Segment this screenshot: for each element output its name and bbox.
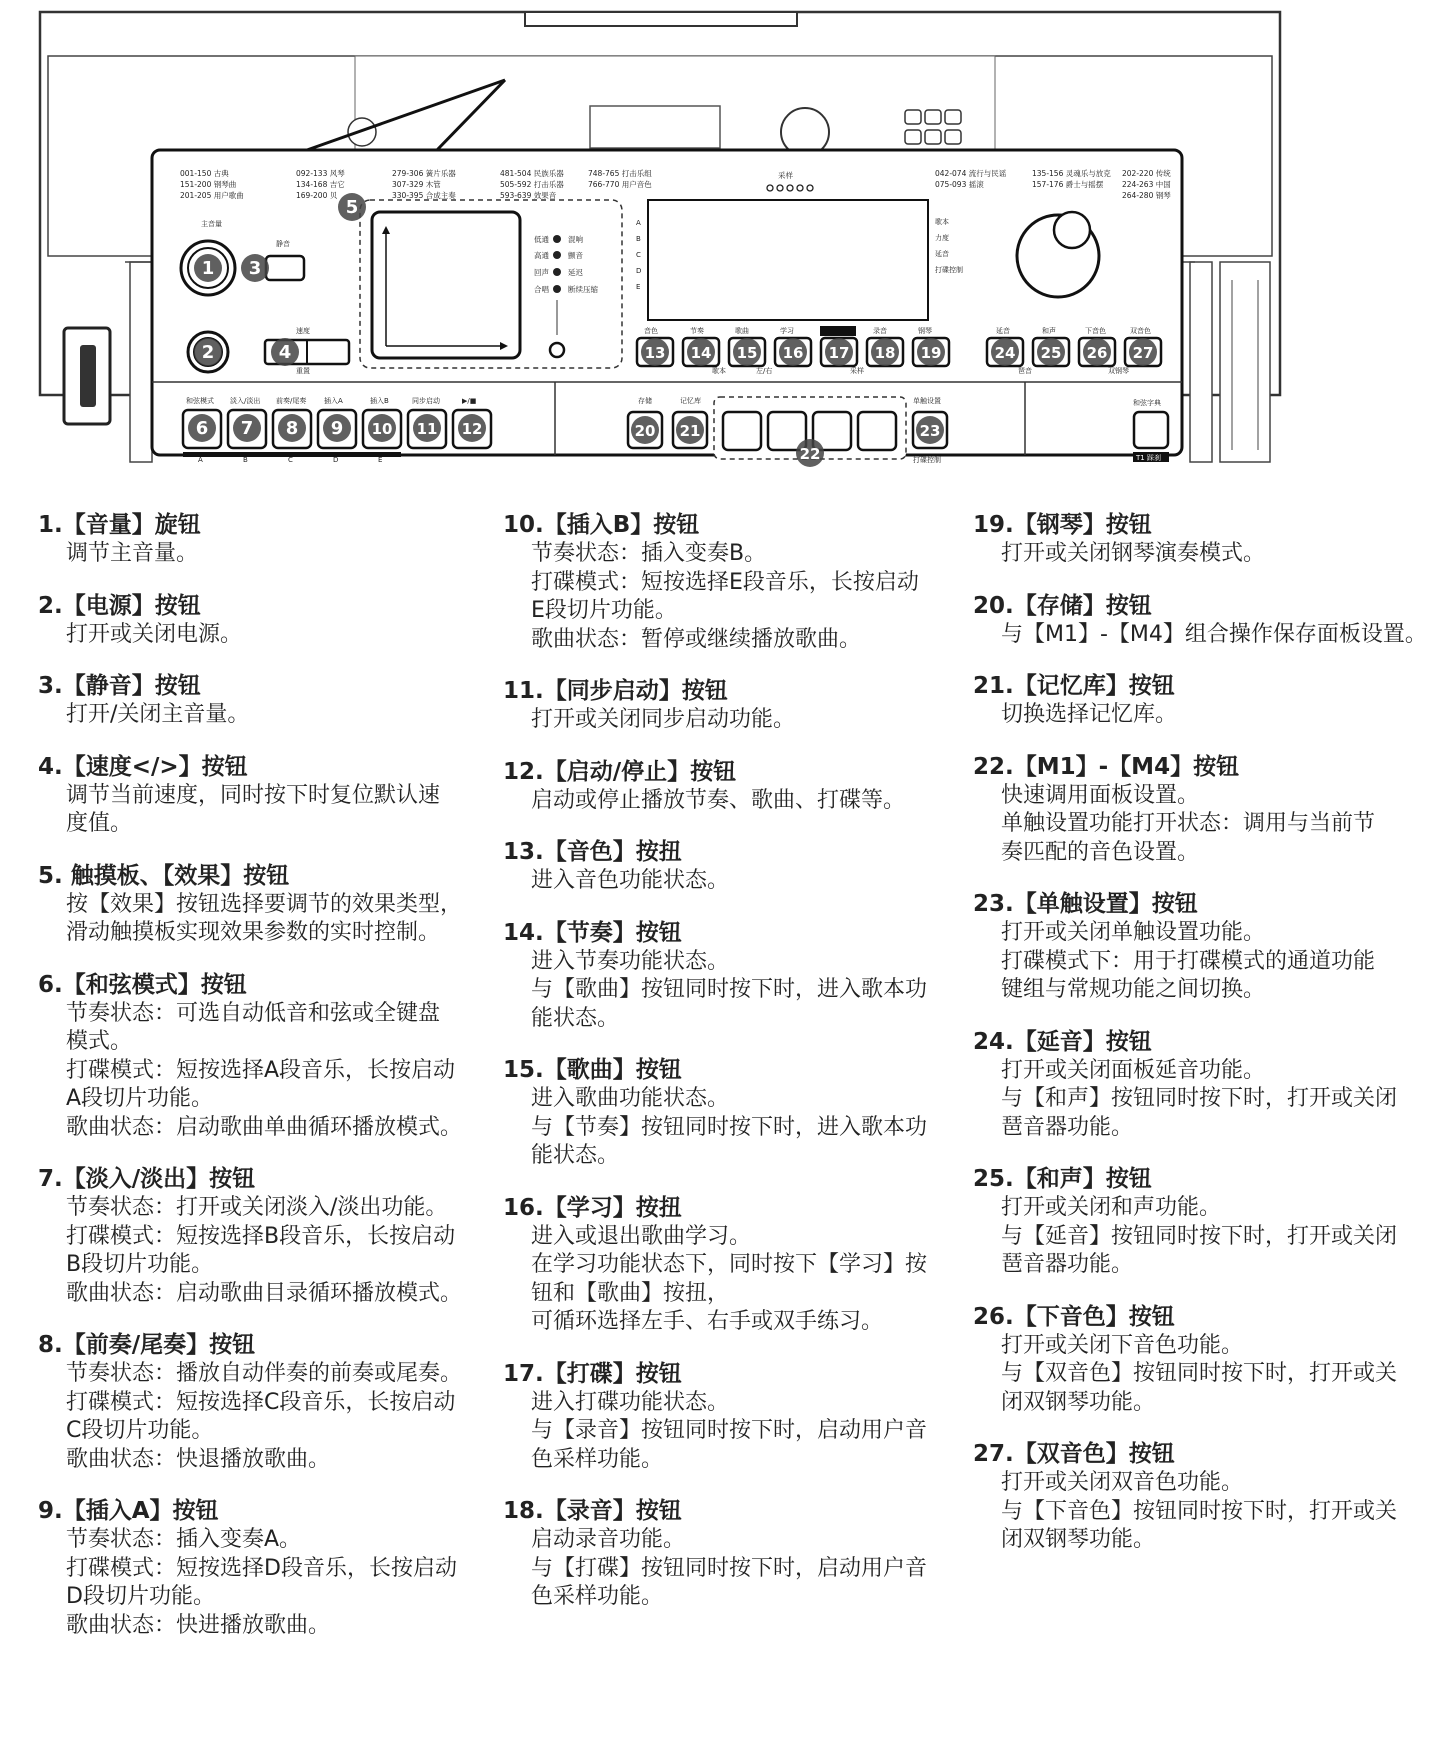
item-text: 打碟模式：短按选择A段音乐，长按启动	[66, 1057, 456, 1083]
button-label: 节奏	[690, 327, 704, 335]
callout-number: 17	[828, 344, 850, 362]
item-title: 5. 触摸板、【效果】按钮	[38, 862, 290, 889]
style-range: 202-220 传统	[1122, 169, 1171, 178]
style-range: 135-156 灵魂乐与放克	[1032, 169, 1111, 178]
m4-button[interactable]	[858, 412, 896, 450]
description-item	[38, 1330, 478, 1474]
item-title: 6.【和弦模式】按钮	[38, 971, 247, 998]
callout-number: 23	[919, 422, 941, 440]
callout-number: 3	[248, 258, 262, 279]
button-label: 单触设置	[913, 397, 941, 405]
item-text: 与【和声】按钮同时按下时，打开或关闭	[1001, 1086, 1398, 1111]
item-text: 模式。	[66, 1029, 133, 1054]
style-range: 224-263 中国	[1122, 180, 1171, 189]
item-title: 1.【音量】旋钮	[38, 512, 201, 538]
callout-number: 25	[1040, 344, 1062, 362]
callout-number: 14	[690, 344, 712, 362]
description-item	[503, 1055, 953, 1171]
description-item	[38, 1496, 478, 1640]
description-item	[503, 918, 953, 1034]
item-text: 进入节奏功能状态。	[531, 948, 730, 974]
t1-label: T1 踩刹	[1136, 454, 1161, 462]
m1-button[interactable]	[723, 412, 761, 450]
item-text: 与【录音】按钮同时按下时，启动用户音	[531, 1418, 928, 1443]
item-text: 打开或关闭下音色功能。	[1001, 1332, 1244, 1358]
item-title: 2.【电源】按钮	[38, 592, 201, 619]
item-text: 可循环选择左手、右手或双手练习。	[531, 1309, 884, 1334]
item-title: 14.【节奏】按钮	[503, 919, 682, 946]
button-sublabel: 采样	[850, 367, 864, 375]
callout-number: 9	[330, 418, 344, 439]
button-sublabel: 打碟控制	[913, 456, 941, 464]
description-item	[973, 1439, 1443, 1555]
item-text: 快速调用面板设置。	[1001, 782, 1200, 808]
item-text: 进入打碟功能状态。	[531, 1389, 730, 1415]
item-title: 20.【存储】按钮	[973, 592, 1152, 619]
effect-button[interactable]	[550, 343, 564, 357]
item-text: A段切片功能。	[66, 1086, 214, 1111]
item-text: 打碟模式：短按选择C段音乐，长按启动	[66, 1389, 456, 1415]
callout-number: 6	[195, 418, 209, 439]
item-text: 能状态。	[531, 1005, 620, 1031]
item-text: 歌曲状态：快退播放歌曲。	[66, 1446, 331, 1472]
item-text: 打碟模式下：用于打碟模式的通道功能	[1001, 948, 1376, 974]
item-text: C段切片功能。	[66, 1418, 214, 1443]
item-text: 节奏状态：播放自动伴奏的前奏或尾奏。	[66, 1361, 463, 1386]
item-text: 打开或关闭电源。	[66, 621, 243, 647]
tempo-label: 速度	[296, 327, 310, 335]
button-label: 存储	[638, 397, 652, 405]
item-text: 打开或关闭钢琴演奏模式。	[1001, 541, 1266, 566]
description-item	[38, 970, 478, 1143]
voice-range: 169-200 贝	[296, 191, 338, 200]
item-text: 与【节奏】按钮同时按下时，进入歌本功	[531, 1114, 928, 1140]
effect-label: 低通	[534, 235, 549, 244]
item-text: 打开或关闭同步启动功能。	[531, 707, 796, 732]
item-text: 键组与常规功能之间切换。	[1001, 977, 1266, 1002]
item-text: 琶音器功能。	[1001, 1252, 1134, 1277]
voice-range: 505-592 打击乐器	[500, 180, 564, 189]
section-letter: D	[333, 456, 339, 464]
item-text: 进入歌曲功能状态。	[531, 1086, 730, 1111]
item-text: 闭双钢琴功能。	[1001, 1527, 1156, 1552]
item-text: 打开或关闭面板延音功能。	[1001, 1057, 1266, 1083]
item-text: 启动或停止播放节奏、歌曲、打碟等。	[531, 787, 906, 813]
description-item	[38, 752, 478, 839]
description-item	[38, 1164, 478, 1308]
callout-number: 21	[679, 422, 701, 440]
item-text: 歌曲状态：启动歌曲目录循环播放模式。	[66, 1280, 463, 1306]
button-label: 延音	[996, 327, 1010, 335]
callout-number: 1	[201, 258, 215, 279]
style-range: 042-074 流行与民谣	[935, 169, 1007, 178]
description-item	[503, 510, 953, 654]
callout-number: 7	[240, 418, 254, 439]
item-title: 22.【M1】-【M4】按钮	[973, 753, 1240, 780]
mute-label: 静音	[276, 240, 290, 248]
style-range: 157-176 爵士与摇摆	[1032, 180, 1104, 189]
button-label: 钢琴	[918, 327, 932, 335]
voice-range: 201-205 用户歌曲	[180, 191, 244, 200]
item-text: 度值。	[66, 811, 133, 836]
button-label: 和弦模式	[186, 397, 214, 405]
voice-range: 748-765 打击乐组	[588, 169, 652, 178]
callout-number: 8	[285, 418, 299, 439]
keyboard-panel-diagram	[0, 0, 1451, 490]
item-text: 单触设置功能打开状态：调用与当前节	[1001, 811, 1376, 836]
item-text: 钮和【歌曲】按扭，	[531, 1280, 730, 1306]
mute-button[interactable]	[266, 256, 304, 280]
item-text: 色采样功能。	[531, 1584, 664, 1609]
description-item	[38, 591, 478, 650]
item-text: B段切片功能。	[66, 1252, 214, 1277]
button-label: 下音色	[1085, 327, 1106, 335]
item-title: 23.【单触设置】按钮	[973, 891, 1198, 917]
voice-range: 481-504 民族乐器	[500, 169, 564, 178]
item-title: 8.【前奏/尾奏】按钮	[38, 1332, 256, 1358]
item-title: 11.【同步启动】按钮	[503, 678, 728, 704]
callout-number: 10	[371, 420, 393, 438]
button-label: 学习	[780, 327, 794, 335]
item-text: 琶音器功能。	[1001, 1114, 1134, 1140]
item-title: 10.【插入B】按钮	[503, 512, 700, 538]
button-sublabel: 左/右	[756, 367, 773, 375]
item-text: 歌曲状态：快进播放歌曲。	[66, 1612, 331, 1638]
button-label: 前奏/尾奏	[276, 397, 307, 405]
display-letter: B	[636, 235, 641, 243]
button-label: 记忆库	[680, 397, 701, 405]
callout-number: 2	[201, 342, 215, 363]
voice-range: 001-150 古典	[180, 169, 229, 178]
callout-number: 15	[736, 344, 758, 362]
column-3	[973, 510, 1443, 1577]
item-title: 7.【淡入/淡出】按钮	[38, 1166, 256, 1192]
touchpad[interactable]	[372, 212, 520, 358]
master-volume-label: 主音量	[201, 220, 222, 228]
item-title: 12.【启动/停止】按钮	[503, 758, 737, 785]
item-text: 进入或退出歌曲学习。	[531, 1223, 752, 1249]
description-item	[503, 1359, 953, 1475]
item-text: 打开或关闭和声功能。	[1001, 1195, 1222, 1220]
item-text: 与【打碟】按钮同时按下时，启动用户音	[531, 1555, 928, 1581]
item-text: E段切片功能。	[531, 598, 677, 623]
description-item	[973, 671, 1443, 730]
display-letter: E	[636, 283, 641, 291]
button-sublabel: 双钢琴	[1108, 367, 1129, 375]
item-title: 3.【静音】按钮	[38, 673, 201, 699]
callout-number: 12	[461, 420, 483, 438]
display-side-label: 歌本	[935, 218, 949, 226]
effect-label: 高通	[534, 251, 549, 260]
button-sublabel: 琶音	[1018, 367, 1032, 375]
item-text: 与【延音】按钮同时按下时，打开或关闭	[1001, 1223, 1398, 1249]
sampling-label: 采样	[778, 171, 793, 180]
voice-range: 330-395 合成主奏	[392, 191, 456, 200]
callout-number: 20	[634, 422, 656, 440]
section-letter: E	[378, 456, 383, 464]
item-text: 进入音色功能状态。	[531, 868, 730, 893]
display-side-label: 力度	[935, 234, 949, 242]
effect-label: 延迟	[568, 268, 583, 277]
description-item	[38, 510, 478, 569]
effect-label: 回声	[534, 268, 549, 277]
effect-label: 颤音	[568, 251, 583, 260]
item-text: 打开/关闭主音量。	[66, 702, 250, 727]
description-item	[973, 889, 1443, 1005]
item-title: 18.【录音】按钮	[503, 1498, 682, 1524]
button-label: 录音	[873, 327, 887, 335]
callout-number: 27	[1132, 344, 1154, 362]
reset-label: 重置	[296, 367, 310, 375]
callout-number: 16	[782, 344, 804, 362]
display-side-label: 延音	[935, 250, 949, 258]
item-text: 节奏状态：插入变奏B。	[531, 541, 767, 566]
callout-number: 11	[416, 420, 438, 438]
item-text: 滑动触摸板实现效果参数的实时控制。	[66, 920, 441, 945]
description-item	[503, 676, 953, 735]
voice-range: 092-133 风琴	[296, 169, 345, 178]
callout-number: 19	[920, 344, 942, 362]
description-item	[973, 1302, 1443, 1418]
item-title: 19.【钢琴】按钮	[973, 512, 1152, 538]
item-text: 色采样功能。	[531, 1446, 664, 1472]
item-text: 闭双钢琴功能。	[1001, 1389, 1156, 1415]
item-text: 节奏状态：插入变奏A。	[66, 1527, 302, 1552]
item-text: 奏匹配的音色设置。	[1001, 839, 1200, 865]
description-item	[38, 671, 478, 730]
button-label: ▶/■	[462, 397, 477, 405]
column-1	[38, 510, 478, 1662]
description-item	[503, 1496, 953, 1612]
display-letter: D	[636, 267, 642, 275]
item-text: 歌曲状态：启动歌曲单曲循环播放模式。	[66, 1114, 463, 1140]
style-range: 075-093 摇滚	[935, 180, 984, 189]
button-label: 和声	[1042, 327, 1056, 335]
callout-number: 13	[644, 344, 666, 362]
display-letter: C	[636, 251, 641, 259]
style-range: 264-280 钢琴	[1122, 191, 1171, 200]
item-text: 打碟模式：短按选择D段音乐，长按启动	[66, 1555, 457, 1581]
callout-number: 24	[994, 344, 1016, 362]
description-item	[973, 752, 1443, 868]
voice-range: 593-639 效果音	[500, 191, 557, 200]
lcd-display	[648, 200, 928, 320]
item-text: 歌曲状态：暂停或继续播放歌曲。	[531, 626, 862, 652]
item-title: 21.【记忆库】按钮	[973, 673, 1175, 699]
item-title: 16.【学习】按扭	[503, 1194, 682, 1221]
description-item	[973, 1164, 1443, 1280]
voice-range: 307-329 木管	[392, 180, 441, 189]
button-label: 双音色	[1130, 327, 1151, 335]
item-text: 打碟模式：短按选择E段音乐，长按启动	[531, 569, 919, 595]
item-title: 15.【歌曲】按钮	[503, 1057, 682, 1083]
button-label: 和弦字典	[1133, 399, 1161, 407]
item-title: 13.【音色】按扭	[503, 839, 682, 865]
item-text: 与【下音色】按钮同时按下时，打开或关	[1001, 1498, 1398, 1524]
description-item	[503, 757, 953, 816]
callout-number: 18	[874, 344, 896, 362]
item-text: 在学习功能状态下，同时按下【学习】按	[531, 1252, 928, 1277]
button-label: 插入A	[324, 397, 343, 405]
section-letter: C	[288, 456, 293, 464]
item-title: 24.【延音】按钮	[973, 1028, 1152, 1055]
item-title: 26.【下音色】按钮	[973, 1303, 1175, 1330]
description-item	[38, 861, 478, 948]
item-title: 4.【速度</>】按钮	[38, 753, 248, 780]
button-label: 歌曲	[735, 327, 749, 335]
effect-label: 合唱	[534, 285, 549, 294]
item-text: 与【双音色】按钮同时按下时，打开或关	[1001, 1361, 1398, 1386]
item-title: 27.【双音色】按钮	[973, 1441, 1175, 1467]
item-text: 启动录音功能。	[531, 1527, 686, 1552]
voice-range: 134-168 吉它	[296, 180, 345, 189]
description-item	[973, 1027, 1443, 1143]
button-label: 插入B	[370, 397, 389, 405]
display-letter: A	[636, 219, 641, 227]
section-letter: A	[198, 456, 203, 464]
description-item	[973, 510, 1443, 569]
callout-number: 26	[1086, 344, 1108, 362]
effect-label: 混响	[568, 235, 583, 244]
item-text: 打开或关闭单触设置功能。	[1001, 920, 1266, 945]
display-side-label: 打碟控制	[935, 266, 963, 274]
column-2	[503, 510, 953, 1634]
voice-range: 766-770 用户音色	[588, 180, 652, 189]
voice-range: 279-306 簧片乐器	[392, 169, 456, 178]
effect-label: 断续压缩	[568, 285, 598, 294]
description-item	[973, 591, 1443, 650]
callout-number: 5	[345, 197, 359, 218]
item-text: 与【M1】-【M4】组合操作保存面板设置。	[1001, 621, 1427, 647]
item-text: 打开或关闭双音色功能。	[1001, 1470, 1244, 1495]
button-sublabel: 歌本	[712, 367, 726, 375]
item-text: 节奏状态：可选自动低音和弦或全键盘	[66, 1000, 441, 1026]
item-title: 9.【插入A】按钮	[38, 1498, 219, 1524]
item-text: 节奏状态：打开或关闭淡入/淡出功能。	[66, 1195, 448, 1220]
item-text: 调节当前速度，同时按下时复位默认速	[66, 782, 441, 808]
button-label: 淡入/淡出	[230, 397, 261, 405]
button-label: 音色	[644, 327, 658, 335]
description-item	[503, 1193, 953, 1337]
section-letter: B	[243, 456, 248, 464]
item-title: 25.【和声】按钮	[973, 1166, 1152, 1192]
item-title: 17.【打碟】按钮	[503, 1360, 682, 1387]
callout-number: 22	[799, 445, 821, 463]
voice-range: 151-200 钢琴曲	[180, 180, 237, 189]
description-item	[503, 837, 953, 896]
item-text: 与【歌曲】按钮同时按下时，进入歌本功	[531, 977, 928, 1002]
item-text: 打碟模式：短按选择B段音乐，长按启动	[66, 1223, 456, 1249]
item-text: 调节主音量。	[66, 541, 199, 566]
chord-dictionary-button[interactable]	[1134, 412, 1168, 448]
item-text: 能状态。	[531, 1143, 620, 1168]
callout-number: 4	[278, 342, 292, 363]
item-text: 按【效果】按钮选择要调节的效果类型，	[66, 891, 463, 917]
button-label: 同步启动	[412, 397, 440, 405]
item-text: D段切片功能。	[66, 1584, 215, 1609]
item-text: 切换选择记忆库。	[1001, 702, 1178, 727]
